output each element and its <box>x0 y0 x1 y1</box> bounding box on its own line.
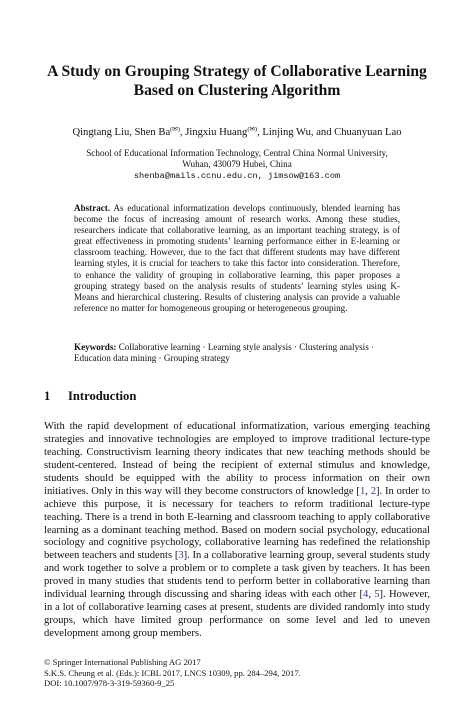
intro-text-4: ]. However, in a lot of collaborative learning cases at present, students are divided randomly into study groups, which have limited group performance on some level and led to uneven development among group members. <box>44 589 430 639</box>
author-names-2: , Jingxiu Huang <box>179 127 248 138</box>
section-title: Introduction <box>68 389 137 403</box>
author-names-3: , Linjing Wu, and Chuanyuan Lao <box>257 127 402 138</box>
envelope-icon[interactable]: (✉) <box>170 126 180 133</box>
citation-link[interactable]: 2 <box>370 485 376 497</box>
affiliation-line-2: Wuhan, 430079 Hubei, China <box>182 159 292 170</box>
title-line-1: A Study on Grouping Strategy of Collaborative Learning <box>47 63 427 80</box>
affiliation-line-1: School of Educational Information Technology, Central China Normal University, <box>86 148 388 158</box>
proceedings-citation: S.K.S. Cheung et al. (Eds.): ICBL 2017, LNCS 10309, pp. 284–294, 2017. <box>44 667 301 678</box>
envelope-icon[interactable]: (✉) <box>247 126 258 133</box>
author-list <box>20 123 454 139</box>
intro-text-3: ]. In a collaborative learning group, several students study and work together to solve a problem or to complete a task given by teachers. It has been proved in many studies that students tend to perform better in collaborative learning than individual learning through discussing and sharing ideas with each other [ <box>44 550 430 601</box>
citation-link[interactable]: 1 <box>359 485 366 497</box>
citation-link[interactable]: 5 <box>374 589 380 601</box>
intro-text-1: With the rapid development of educational informatization, various emerging teaching strategies and innovative technologies are employed to improve traditional lecture-type teaching. Constructivism learning theory indicates that new teaching methods should be student-centered. Instead of being the recipient of external stimulus and knowledge, students should be equipped with the ability to process information on their own initiatives. Only in this way will they become constructors of knowledge [ <box>44 421 430 497</box>
page-footer <box>44 657 430 689</box>
copyright-notice: © Springer International Publishing AG 2017 <box>44 657 201 667</box>
keywords-label: Keywords: <box>74 342 117 352</box>
intro-text-2: ]. In order to achieve this purpose, it is necessary for teachers to reform traditional lecture-type teaching. There is a trend in both E-learning and classroom teaching to apply collaborative learning as a dominant teaching method. Based on modern social psychology, educational sociology and cognitive psychology, collaborative learning has redefined the relationship between teachers and students [ <box>44 485 430 562</box>
citation-separator: , <box>368 589 375 601</box>
doi[interactable]: DOI: 10.1007/978-3-319-59360-9_25 <box>44 678 175 689</box>
section-heading <box>44 389 430 404</box>
paper-title <box>20 62 454 100</box>
author-emails[interactable]: shenba@mails.ccnu.edu.cn, jimsow@163.com <box>133 170 341 181</box>
section-number: 1 <box>44 389 51 403</box>
keywords <box>74 342 400 364</box>
citation-separator: , <box>365 485 371 497</box>
abstract-label: Abstract. <box>74 203 111 213</box>
title-line-2: Based on Clustering Algorithm <box>133 82 341 99</box>
keywords-line-2: Education data mining · Grouping strategy <box>74 353 230 364</box>
intro-paragraph <box>44 421 430 641</box>
keywords-line-1: Collaborative learning · Learning style analysis · Clustering analysis · <box>118 342 375 352</box>
affiliation <box>20 148 454 182</box>
citation-link[interactable]: 3 <box>178 550 184 562</box>
author-names-1: Qingtang Liu, Shen Ba <box>72 127 171 138</box>
abstract <box>74 203 400 314</box>
abstract-text: As educational informatization develops continuously, blended learning has become the focus of increasing amount of research works. Among these studies, researchers indicate that collaborative learning, as an important teaching strategy, is of great effectiveness in promoting students’ learning performance either in E-learning or classroom teaching. However, due to the fact that different students may have different learning styles, it is crucial for teachers to take this factor into consideration. Therefore, to enhance the validity of grouping in collaborative learning, this paper proposes a grouping strategy based on the analysis results of students’ learning styles using K-Means and hierarchical clustering. Results of clustering analysis can provide a valuable reference no matter for homogeneous grouping or heterogeneous grouping. <box>74 203 400 313</box>
citation-link[interactable]: 4 <box>363 589 369 601</box>
